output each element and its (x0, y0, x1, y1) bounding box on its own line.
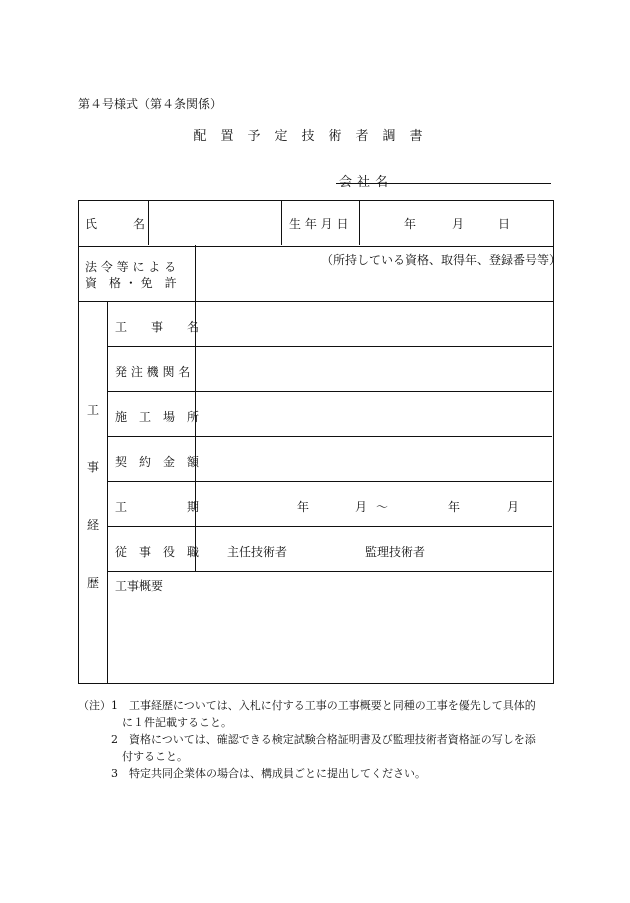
company-name-label: 会社名 (339, 175, 394, 190)
row-divider (107, 481, 552, 482)
birth-day-unit: 日 (498, 217, 511, 231)
summary-field[interactable] (108, 594, 551, 682)
birth-date-label: 生 年 月 日 (289, 217, 349, 231)
row-divider (107, 571, 552, 572)
row-divider (107, 526, 552, 527)
period-start-year-unit: 年 (297, 500, 310, 514)
role-label: 従 事 役 職 (115, 545, 200, 559)
note-line: に１件記載すること。 (78, 716, 232, 729)
name-value-field[interactable] (148, 200, 282, 245)
client-label: 発 注 機 関 名 (115, 365, 191, 379)
role-chief-engineer: 主任技術者 (227, 545, 288, 559)
summary-label: 工事概要 (115, 579, 164, 593)
period-label: 工 期 (115, 500, 200, 514)
career-vertical-char: 事 (87, 460, 100, 474)
note-line: 3 特定共同企業体の場合は、構成員ごとに提出してください。 (78, 767, 426, 780)
form-number: 第４号様式（第４条関係） (78, 97, 223, 111)
document-title: 配置予定技術者調書 (193, 129, 437, 144)
contract-amount-field[interactable] (196, 437, 551, 480)
career-vertical-char: 工 (87, 403, 100, 417)
notes-section (78, 697, 558, 782)
career-vertical-label-cell (78, 301, 108, 683)
period-start-month-unit: 月 (355, 500, 368, 514)
qualification-label-line1: 法 令 等 に よ る (85, 260, 177, 274)
birth-date-label-cell (282, 200, 360, 245)
client-field[interactable] (196, 347, 551, 390)
birth-month-unit: 月 (452, 217, 465, 231)
project-name-field[interactable] (196, 302, 551, 345)
period-tilde: ～ (376, 500, 389, 514)
qualification-hint: （所持している資格、取得年、登録番号等） (321, 253, 562, 267)
birth-year-unit: 年 (404, 217, 417, 231)
location-label: 施 工 場 所 (115, 410, 200, 424)
location-field[interactable] (196, 392, 551, 435)
contract-amount-label: 契 約 金 額 (115, 455, 200, 469)
name-label: 氏 名 (85, 217, 146, 231)
career-vertical-char: 歴 (87, 576, 100, 590)
qualification-label-line2: 資 格 ・ 免 許 (85, 276, 177, 290)
note-line: 2 資格については、確認できる検定試験合格証明書及び監理技術者資格証の写しを添 (78, 733, 536, 746)
project-name-label: 工 事 名 (115, 320, 200, 334)
role-supervising-engineer: 監理技術者 (365, 545, 426, 559)
career-vertical-char: 経 (87, 518, 100, 532)
period-end-month-unit: 月 (507, 500, 520, 514)
note-line: （注）1 工事経歴については、入札に付する工事の工事概要と同種の工事を優先して具体的 (78, 699, 536, 712)
note-line: 付すること。 (78, 750, 188, 763)
company-name-field[interactable] (336, 183, 551, 184)
period-end-year-unit: 年 (448, 500, 461, 514)
